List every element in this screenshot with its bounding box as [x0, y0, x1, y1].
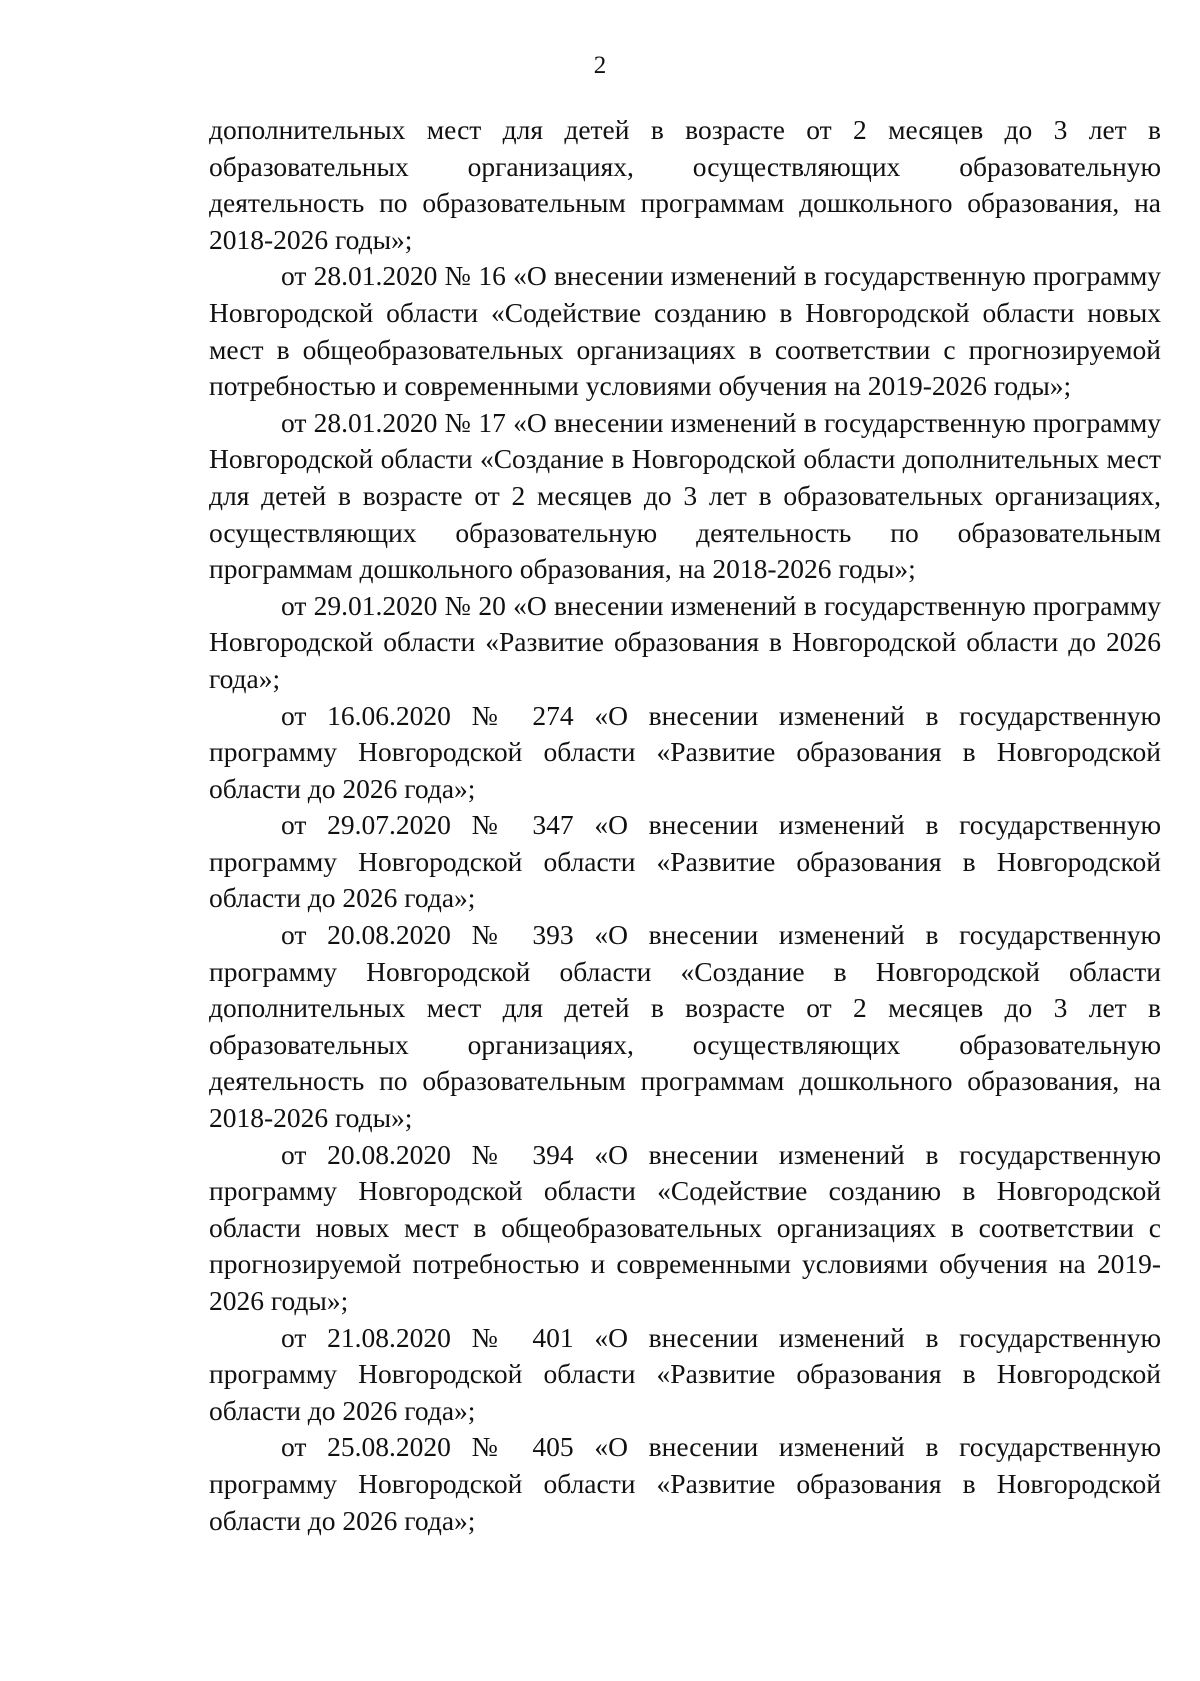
paragraph-decree-20: от 29.01.2020 № 20 «О внесении изменений в государственную программу Новгородской области «Развитие образования в Новгородской области до 2026 года»; [209, 589, 1161, 694]
paragraph-decree-274: от 16.06.2020 № 274 «О внесении изменений в государственную программу Новгородской области «Развитие образования в Новгородской области до 2026 года»; [209, 699, 1161, 804]
paragraph-decree-401: от 21.08.2020 № 401 «О внесении изменений в государственную программу Новгородской области «Развитие образования в Новгородской области до 2026 года»; [209, 1321, 1161, 1426]
paragraph-continuation: дополнительных мест для детей в возрасте от 2 месяцев до 3 лет в образовательных организациях, осуществляющих образовательную деятельность по образовательным программам дошкольного образования, на 2018-2026 годы»; [209, 114, 1161, 255]
paragraph-decree-394: от 20.08.2020 № 394 «О внесении изменений в государственную программу Новгородской области «Содействие созданию в Новгородской области новых мест в общеобразовательных организациях в соответствии с прогнозируемой потребностью и современными условиями обучения на 2019-2026 годы»; [209, 1138, 1161, 1316]
page-number: 2 [593, 52, 607, 79]
paragraph-decree-347: от 29.07.2020 № 347 «О внесении изменений в государственную программу Новгородской области «Развитие образования в Новгородской области до 2026 года»; [209, 809, 1161, 914]
paragraph-decree-16: от 28.01.2020 № 16 «О внесении изменений в государственную программу Новгородской области «Содействие созданию в Новгородской области новых мест в общеобразовательных организациях в соответствии с прогнозируемой потребностью и современными условиями обучения на 2019-2026 годы»; [209, 260, 1161, 402]
document-body [209, 112, 1161, 1539]
paragraph-decree-17: от 28.01.2020 № 17 «О внесении изменений в государственную программу Новгородской области «Создание в Новгородской области дополнительных мест для детей в возрасте от 2 месяцев до 3 лет в образовательных организациях, осуществляющих образовательную деятельность по образовательным программам дошкольного образования, на 2018-2026 годы»; [209, 406, 1161, 585]
paragraph-decree-405: от 25.08.2020 № 405 «О внесении изменений в государственную программу Новгородской области «Развитие образования в Новгородской области до 2026 года»; [209, 1431, 1161, 1536]
paragraph-decree-393: от 20.08.2020 № 393 «О внесении изменений в государственную программу Новгородской области «Создание в Новгородской области дополнительных мест для детей в возрасте от 2 месяцев до 3 лет в образовательных организациях, осуществляющих образовательную деятельность по образовательным программам дошкольного образования, на 2018-2026 годы»; [209, 919, 1161, 1134]
